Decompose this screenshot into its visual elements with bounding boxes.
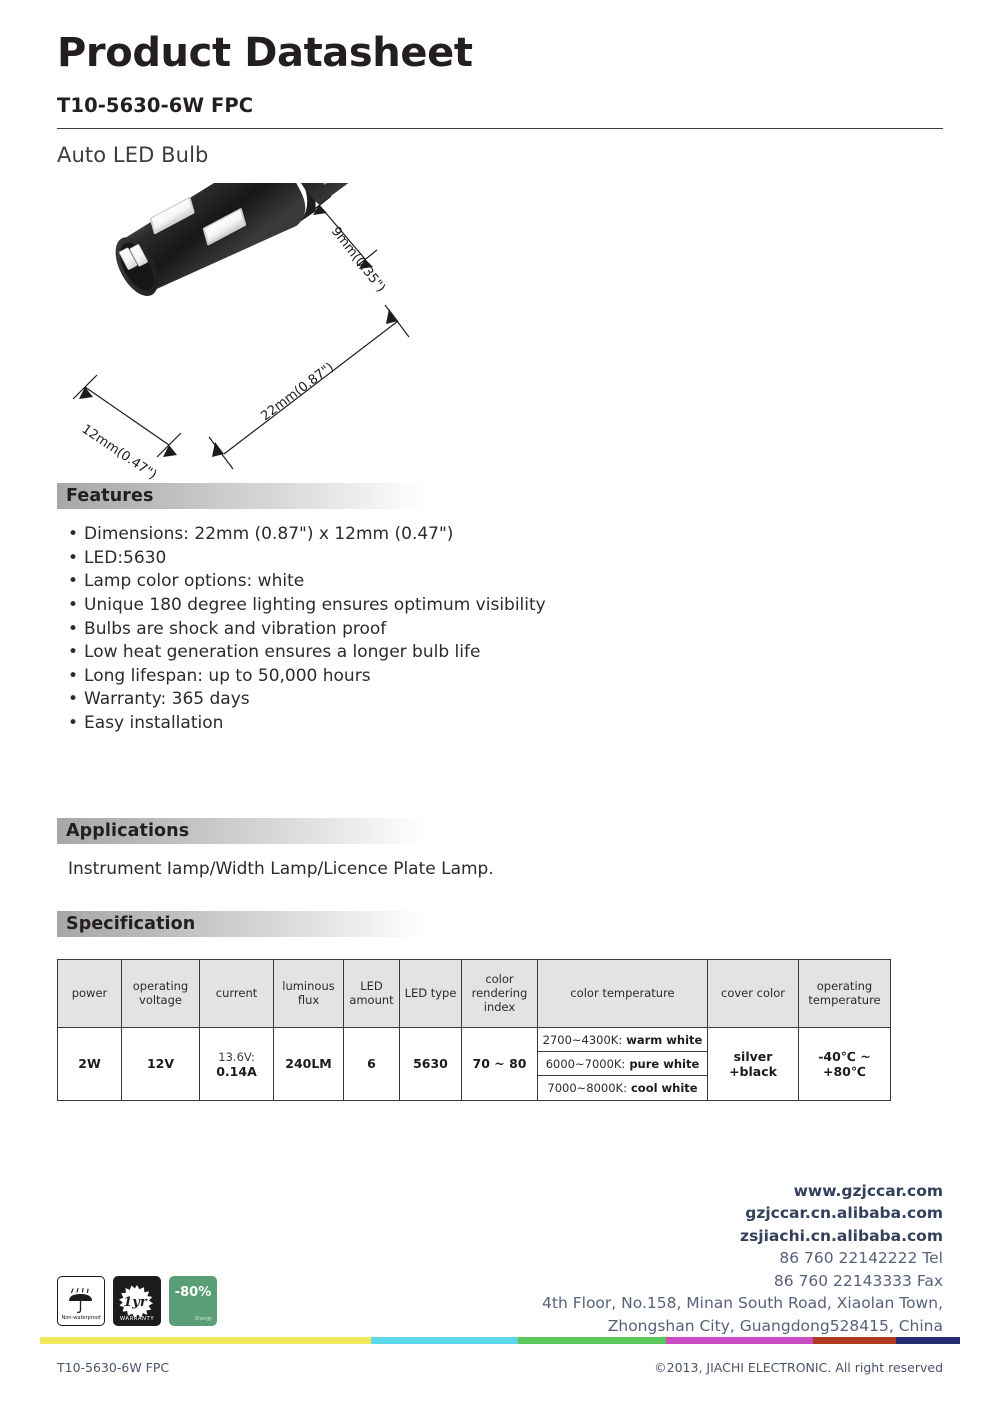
energy-saving-badge	[169, 1276, 217, 1326]
bullet-glyph: •	[68, 618, 79, 639]
color-segment-red	[813, 1337, 896, 1344]
bullet-glyph: •	[68, 571, 79, 592]
bullet-glyph: •	[68, 713, 79, 733]
color-temp-name: warm white	[626, 1032, 703, 1047]
feature-text: Dimensions: 22mm (0.87") x 12mm (0.47")	[84, 524, 454, 544]
cell-power: 2W	[58, 1027, 122, 1100]
bullet-glyph: •	[68, 689, 79, 710]
alibaba-store-link-2[interactable]: zsjiachi.cn.alibaba.com	[740, 1226, 943, 1245]
color-temp-option	[538, 1076, 707, 1100]
feature-item	[68, 547, 943, 571]
feature-item	[68, 594, 943, 618]
t10-led-bulb-illustration	[69, 183, 469, 483]
header-divider	[57, 128, 943, 129]
color-temp-range: 2700~4300K:	[542, 1032, 623, 1047]
contact-block	[542, 1180, 943, 1337]
warranty-badge	[113, 1276, 161, 1326]
col-header-cover-color: cover color	[708, 959, 799, 1027]
warranty-years: 1yr	[123, 1295, 147, 1310]
dimension-length-label: 22mm(0.87")	[258, 359, 337, 425]
page-title: Product Datasheet	[57, 30, 473, 76]
table-header-row	[58, 959, 891, 1027]
energy-saving-value: -80%	[174, 1285, 212, 1300]
cell-led-amount: 6	[344, 1027, 400, 1100]
dimension-height-label: 9mm(0.35")	[327, 224, 389, 296]
specification-section-header	[57, 911, 457, 937]
cell-led-type: 5630	[400, 1027, 462, 1100]
feature-item	[68, 523, 943, 547]
specification-title: Specification	[66, 913, 196, 934]
color-segment-cyan	[371, 1337, 518, 1344]
dimension-width-label: 12mm(0.47")	[78, 421, 160, 483]
warranty-label: WARRANTY	[119, 1316, 155, 1322]
feature-text: Low heat generation ensures a longer bulb life	[84, 642, 481, 663]
color-temp-option	[538, 1028, 707, 1052]
col-header-cri: color rendering index	[462, 959, 538, 1027]
features-list	[57, 523, 943, 736]
non-waterproof-label: Non-waterproof	[61, 1315, 101, 1321]
footer-color-strip	[40, 1337, 960, 1344]
applications-title: Applications	[66, 820, 190, 841]
feature-text: Bulbs are shock and vibration proof	[84, 618, 387, 639]
col-header-current: current	[200, 959, 274, 1027]
feature-text: Long lifespan: up to 50,000 hours	[84, 665, 371, 686]
feature-text: Lamp color options: white	[84, 571, 305, 592]
cell-operating-temperature: -40℃ ~ +80℃	[799, 1027, 891, 1100]
col-header-color-temperature: color temperature	[538, 959, 708, 1027]
col-header-power: power	[58, 959, 122, 1027]
bullet-glyph: •	[68, 642, 79, 663]
cell-cover-color: silver +black	[708, 1027, 799, 1100]
footer-copyright: ©2013, JIACHI ELECTRONIC. All right reserved	[654, 1360, 943, 1375]
bullet-glyph: •	[68, 547, 79, 568]
feature-text: LED:5630	[84, 547, 167, 568]
cell-operating-voltage: 12V	[122, 1027, 200, 1100]
color-segment-magenta	[666, 1337, 813, 1344]
features-title: Features	[66, 486, 154, 506]
bullet-glyph: •	[68, 524, 79, 544]
non-waterproof-badge	[57, 1276, 105, 1326]
applications-text: Instrument Iamp/Width Lamp/Licence Plate Lamp.	[68, 858, 494, 879]
feature-item	[68, 618, 943, 642]
feature-text: Warranty: 365 days	[84, 689, 250, 710]
color-segment-yellow	[40, 1337, 371, 1344]
color-temp-name: cool white	[630, 1080, 698, 1095]
feature-item	[68, 665, 943, 689]
applications-section-header	[57, 818, 457, 844]
feature-item	[68, 641, 943, 665]
address-line-2: Zhongshan City, Guangdong528415, China	[607, 1316, 943, 1335]
col-header-operating-temperature: operating temperature	[799, 959, 891, 1027]
current-amps: 0.14A	[216, 1063, 257, 1079]
color-temp-range: 7000~8000K:	[547, 1080, 627, 1095]
bullet-glyph: •	[68, 665, 79, 686]
warranty-starburst-icon	[119, 1284, 155, 1318]
cell-luminous-flux: 240LM	[274, 1027, 344, 1100]
model-number: T10-5630-6W FPC	[57, 94, 254, 117]
cell-color-temperature	[538, 1027, 708, 1100]
color-segment-green	[518, 1337, 665, 1344]
fax: 86 760 22143333 Fax	[773, 1271, 943, 1290]
cell-cri: 70 ~ 80	[462, 1027, 538, 1100]
telephone: 86 760 22142222 Tel	[779, 1249, 943, 1268]
dimension-width	[73, 375, 181, 457]
col-header-led-amount: LED amount	[344, 959, 400, 1027]
col-header-led-type: LED type	[400, 959, 462, 1027]
cell-current	[200, 1027, 274, 1100]
energy-label: Energy	[195, 1316, 212, 1322]
color-segment-navy	[896, 1337, 960, 1344]
feature-text: Unique 180 degree lighting ensures optimum visibility	[84, 594, 546, 615]
specification-table	[57, 959, 891, 1101]
address-line-1: 4th Floor, No.158, Minan South Road, Xiaolan Town,	[542, 1294, 943, 1313]
certification-badges	[57, 1276, 217, 1326]
product-subtitle: Auto LED Bulb	[57, 143, 209, 167]
feature-item	[68, 712, 943, 736]
current-voltage: 13.6V:	[218, 1049, 255, 1064]
color-temp-range: 6000~7000K:	[545, 1056, 626, 1071]
col-header-operating-voltage: operating voltage	[122, 959, 200, 1027]
color-temp-name: pure white	[629, 1056, 700, 1071]
features-section-header	[57, 483, 457, 509]
table-row	[58, 1027, 891, 1100]
color-temp-option	[538, 1052, 707, 1076]
umbrella-icon	[65, 1287, 97, 1315]
col-header-luminous-flux: luminous flux	[274, 959, 344, 1027]
page-footer	[57, 1360, 943, 1375]
bullet-glyph: •	[68, 594, 79, 615]
footer-model: T10-5630-6W FPC	[57, 1360, 170, 1375]
alibaba-store-link-1[interactable]: gzjccar.cn.alibaba.com	[745, 1204, 943, 1223]
feature-item	[68, 570, 943, 594]
feature-text: Easy installation	[84, 713, 224, 733]
product-figure	[69, 183, 469, 483]
company-website[interactable]: www.gzjccar.com	[793, 1182, 943, 1200]
feature-item	[68, 688, 943, 712]
